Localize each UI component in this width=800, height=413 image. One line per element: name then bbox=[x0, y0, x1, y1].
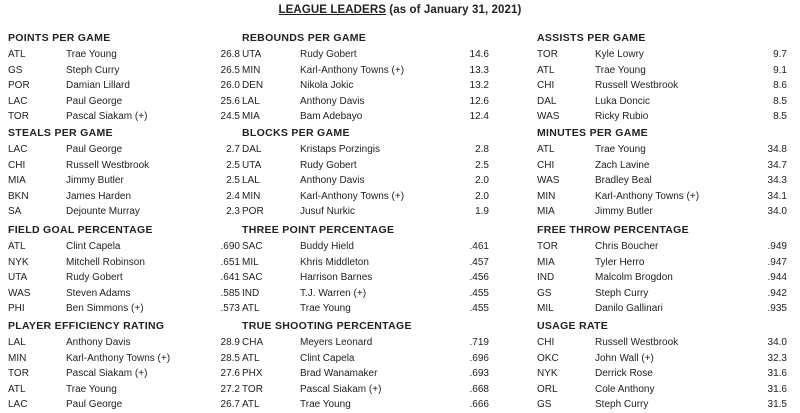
player-name: Mitchell Robinson bbox=[66, 256, 145, 268]
stat-value: .461 bbox=[469, 241, 489, 252]
stat-value: 31.6 bbox=[767, 368, 787, 379]
team-abbr: DAL bbox=[537, 95, 557, 107]
stat-value: 31.5 bbox=[767, 399, 787, 410]
player-name: Jusuf Nurkic bbox=[300, 206, 356, 217]
leader-row bbox=[8, 94, 258, 110]
team-abbr: MIL bbox=[242, 256, 259, 268]
stat-value: 27.6 bbox=[220, 368, 240, 379]
stat-value: 34.8 bbox=[767, 144, 787, 155]
stat-value: 12.4 bbox=[469, 111, 489, 122]
team-abbr: POR bbox=[8, 80, 30, 91]
stat-value: .944 bbox=[767, 272, 787, 283]
leader-row bbox=[242, 109, 492, 125]
player-name: James Harden bbox=[66, 190, 132, 202]
team-abbr: ATL bbox=[242, 303, 260, 314]
player-name: Trae Young bbox=[300, 303, 351, 314]
leader-row bbox=[537, 189, 787, 205]
stat-value: 2.7 bbox=[226, 144, 240, 155]
leader-row bbox=[242, 78, 492, 94]
player-name: Bam Adebayo bbox=[300, 111, 363, 122]
leader-row bbox=[242, 239, 492, 255]
leader-row bbox=[537, 270, 787, 286]
team-abbr: ATL bbox=[8, 241, 26, 252]
category-title: TRUE SHOOTING PERCENTAGE bbox=[242, 320, 412, 332]
leader-category bbox=[537, 318, 787, 413]
player-name: Chris Boucher bbox=[595, 241, 659, 252]
leader-category bbox=[8, 125, 261, 220]
leader-category bbox=[242, 30, 492, 125]
stat-value: 1.9 bbox=[475, 206, 489, 217]
leader-category bbox=[242, 318, 492, 413]
stat-value: 25.6 bbox=[220, 95, 240, 107]
stat-value: 9.1 bbox=[773, 64, 787, 76]
leader-row bbox=[8, 382, 258, 398]
category-title: BLOCKS PER GAME bbox=[242, 127, 350, 139]
leader-row bbox=[8, 47, 258, 63]
player-name: Rudy Gobert bbox=[300, 159, 357, 171]
category-title: PLAYER EFFICIENCY RATING bbox=[8, 320, 165, 332]
leader-category bbox=[537, 30, 787, 125]
stat-value: 13.2 bbox=[469, 80, 489, 91]
player-name: Trae Young bbox=[66, 49, 117, 60]
leader-row bbox=[537, 204, 787, 220]
stat-value: 13.3 bbox=[469, 64, 489, 76]
stat-value: .651 bbox=[220, 256, 240, 268]
player-name: Clint Capela bbox=[66, 241, 121, 252]
stat-value: .719 bbox=[469, 337, 489, 348]
stat-value: .641 bbox=[220, 272, 240, 283]
leader-row bbox=[242, 63, 492, 79]
stat-value: 28.9 bbox=[220, 337, 240, 348]
player-name: Trae Young bbox=[66, 383, 117, 395]
category-title: POINTS PER GAME bbox=[8, 32, 111, 44]
leader-row bbox=[8, 109, 258, 125]
stat-value: 32.3 bbox=[767, 352, 787, 364]
leader-row bbox=[8, 286, 258, 302]
team-abbr: CHA bbox=[242, 337, 264, 348]
stat-value: .935 bbox=[767, 303, 787, 314]
team-abbr: LAC bbox=[8, 95, 28, 107]
player-name: Paul George bbox=[66, 144, 123, 155]
team-abbr: GS bbox=[537, 287, 552, 299]
stat-value: 14.6 bbox=[469, 49, 489, 60]
leader-row bbox=[242, 301, 492, 317]
player-name: Karl-Anthony Towns (+) bbox=[66, 352, 171, 364]
team-abbr: CHI bbox=[537, 337, 555, 348]
stat-value: 2.5 bbox=[226, 175, 240, 186]
team-abbr: MIN bbox=[8, 352, 27, 364]
player-name: Trae Young bbox=[300, 399, 351, 410]
player-name: Derrick Rose bbox=[595, 368, 653, 379]
leader-row bbox=[537, 382, 787, 398]
stat-value: 2.4 bbox=[226, 190, 240, 202]
team-abbr: MIA bbox=[8, 175, 26, 186]
stat-value: 8.5 bbox=[773, 111, 787, 122]
leader-row bbox=[8, 351, 258, 367]
stat-value: 27.2 bbox=[220, 383, 240, 395]
player-name: Damian Lillard bbox=[66, 80, 130, 91]
leader-row bbox=[242, 204, 492, 220]
team-abbr: ORL bbox=[537, 383, 558, 395]
stat-value: 24.5 bbox=[220, 111, 240, 122]
player-name: Russell Westbrook bbox=[66, 159, 150, 171]
leader-row bbox=[537, 158, 787, 174]
stat-value: 2.5 bbox=[226, 159, 240, 171]
team-abbr: SAC bbox=[242, 241, 263, 252]
leader-row bbox=[537, 173, 787, 189]
player-name: Clint Capela bbox=[300, 352, 355, 364]
team-abbr: SA bbox=[8, 206, 22, 217]
leader-row bbox=[8, 204, 258, 220]
player-name: Anthony Davis bbox=[300, 95, 365, 107]
player-name: Ben Simmons (+) bbox=[66, 303, 144, 314]
stat-value: .693 bbox=[469, 368, 489, 379]
leader-row bbox=[537, 109, 787, 125]
stat-value: .455 bbox=[469, 303, 489, 314]
team-abbr: UTA bbox=[242, 49, 262, 60]
player-name: Nikola Jokic bbox=[300, 80, 354, 91]
stat-value: 2.5 bbox=[475, 159, 489, 171]
team-abbr: GS bbox=[537, 399, 552, 410]
team-abbr: ATL bbox=[537, 144, 555, 155]
team-abbr: MIA bbox=[537, 256, 555, 268]
team-abbr: POR bbox=[242, 206, 264, 217]
stat-value: .668 bbox=[469, 383, 489, 395]
stat-value: 8.5 bbox=[773, 95, 787, 107]
category-title: FIELD GOAL PERCENTAGE bbox=[8, 224, 153, 236]
leader-row bbox=[537, 397, 787, 413]
stat-value: 26.0 bbox=[220, 80, 240, 91]
stat-value: .666 bbox=[469, 399, 489, 410]
team-abbr: TOR bbox=[8, 111, 29, 122]
leader-row bbox=[242, 382, 492, 398]
team-abbr: ATL bbox=[242, 352, 260, 364]
team-abbr: GS bbox=[8, 64, 23, 76]
player-name: Karl-Anthony Towns (+) bbox=[595, 190, 700, 202]
category-title: USAGE RATE bbox=[537, 320, 609, 332]
player-name: Pascal Siakam (+) bbox=[66, 368, 148, 379]
player-name: Zach Lavine bbox=[595, 159, 650, 171]
team-abbr: MIA bbox=[537, 206, 555, 217]
player-name: Dejounte Murray bbox=[66, 206, 140, 217]
leader-row bbox=[242, 189, 492, 205]
page-title bbox=[0, 4, 800, 16]
leader-row bbox=[537, 63, 787, 79]
stat-value: 34.0 bbox=[767, 337, 787, 348]
leader-row bbox=[8, 239, 258, 255]
player-name: Rudy Gobert bbox=[66, 272, 123, 283]
player-name: Paul George bbox=[66, 399, 123, 410]
stat-value: .457 bbox=[469, 256, 489, 268]
team-abbr: ATL bbox=[537, 64, 555, 76]
leader-category bbox=[8, 222, 258, 317]
stat-value: .696 bbox=[469, 352, 489, 364]
player-name: Trae Young bbox=[595, 144, 646, 155]
leader-category bbox=[8, 318, 258, 413]
player-name: Tyler Herro bbox=[595, 256, 645, 268]
player-name: Danilo Gallinari bbox=[595, 303, 663, 314]
team-abbr: MIN bbox=[537, 190, 556, 202]
player-name: Karl-Anthony Towns (+) bbox=[300, 190, 405, 202]
stat-value: 12.6 bbox=[469, 95, 489, 107]
stat-value: .690 bbox=[220, 241, 240, 252]
player-name: Bradley Beal bbox=[595, 175, 652, 186]
leader-row bbox=[242, 94, 492, 110]
player-name: Meyers Leonard bbox=[300, 337, 373, 348]
leader-row bbox=[537, 366, 787, 382]
stat-value: 34.7 bbox=[767, 159, 787, 171]
team-abbr: LAL bbox=[242, 95, 260, 107]
team-abbr: CHI bbox=[537, 159, 555, 171]
player-name: Pascal Siakam (+) bbox=[66, 111, 148, 122]
team-abbr: LAC bbox=[8, 399, 28, 410]
player-name: Malcolm Brogdon bbox=[595, 272, 673, 283]
team-abbr: PHI bbox=[8, 303, 25, 314]
stat-value: 34.3 bbox=[767, 175, 787, 186]
player-name: Steph Curry bbox=[66, 64, 120, 76]
player-name: T.J. Warren (+) bbox=[300, 287, 367, 299]
player-name: Russell Westbrook bbox=[595, 337, 679, 348]
team-abbr: MIN bbox=[242, 190, 261, 202]
player-name: Harrison Barnes bbox=[300, 272, 373, 283]
team-abbr: MIA bbox=[242, 111, 260, 122]
team-abbr: IND bbox=[537, 272, 555, 283]
leader-category bbox=[537, 222, 787, 317]
team-abbr: WAS bbox=[537, 111, 560, 122]
team-abbr: ATL bbox=[8, 383, 26, 395]
stat-value: .942 bbox=[767, 287, 787, 299]
stat-value: .573 bbox=[220, 303, 240, 314]
player-name: Jimmy Butler bbox=[66, 175, 124, 186]
team-abbr: MIN bbox=[242, 64, 261, 76]
team-abbr: CHI bbox=[8, 159, 26, 171]
leader-row bbox=[242, 173, 492, 189]
leader-category bbox=[537, 125, 787, 220]
leader-row bbox=[537, 47, 787, 63]
stat-value: 2.3 bbox=[226, 206, 240, 217]
leader-row bbox=[537, 94, 787, 110]
player-name: Anthony Davis bbox=[66, 337, 131, 348]
player-name: Kristaps Porzingis bbox=[300, 144, 381, 155]
leader-row bbox=[8, 63, 261, 79]
leader-category bbox=[242, 222, 492, 317]
team-abbr: TOR bbox=[537, 49, 558, 60]
leader-row bbox=[8, 335, 258, 351]
leader-row bbox=[537, 335, 787, 351]
team-abbr: LAC bbox=[8, 144, 28, 155]
stat-value: 31.6 bbox=[767, 383, 787, 395]
stat-value: 2.8 bbox=[475, 144, 489, 155]
leader-row bbox=[242, 351, 492, 367]
stat-value: 26.8 bbox=[220, 49, 240, 60]
player-name: John Wall (+) bbox=[595, 352, 654, 364]
leader-row bbox=[242, 270, 492, 286]
player-name: Steph Curry bbox=[595, 399, 649, 410]
leader-row bbox=[8, 173, 258, 189]
team-abbr: WAS bbox=[8, 287, 31, 299]
team-abbr: ATL bbox=[242, 399, 260, 410]
team-abbr: BKN bbox=[8, 190, 29, 202]
leader-row bbox=[537, 301, 787, 317]
team-abbr: OKC bbox=[537, 352, 559, 364]
category-title: REBOUNDS PER GAME bbox=[242, 32, 367, 44]
team-abbr: LAL bbox=[242, 175, 260, 186]
stat-value: .949 bbox=[767, 241, 787, 252]
leader-row bbox=[537, 239, 787, 255]
leader-row bbox=[537, 286, 787, 302]
player-name: Trae Young bbox=[595, 64, 646, 76]
player-name: Rudy Gobert bbox=[300, 49, 357, 60]
team-abbr: WAS bbox=[537, 175, 560, 186]
player-name: Karl-Anthony Towns (+) bbox=[300, 64, 405, 76]
leader-row bbox=[8, 301, 258, 317]
stat-value: .455 bbox=[469, 287, 489, 299]
stat-value: 26.7 bbox=[220, 399, 240, 410]
leader-row bbox=[242, 286, 492, 302]
leader-category bbox=[242, 125, 492, 220]
team-abbr: UTA bbox=[242, 159, 262, 171]
leader-row bbox=[537, 78, 787, 94]
stat-value: .585 bbox=[220, 287, 240, 299]
leader-row bbox=[8, 255, 258, 271]
player-name: Jimmy Butler bbox=[595, 206, 653, 217]
leader-row bbox=[242, 335, 492, 351]
title-main: LEAGUE LEADERS bbox=[278, 4, 386, 16]
team-abbr: CHI bbox=[537, 80, 555, 91]
team-abbr: UTA bbox=[8, 272, 28, 283]
stat-value: 34.1 bbox=[767, 190, 787, 202]
category-title: STEALS PER GAME bbox=[8, 127, 113, 139]
team-abbr: TOR bbox=[8, 368, 29, 379]
leader-row bbox=[537, 255, 787, 271]
stat-value: 34.0 bbox=[767, 206, 787, 217]
leader-row bbox=[8, 366, 258, 382]
leader-row bbox=[242, 397, 492, 413]
leader-row bbox=[8, 397, 258, 413]
stat-value: 2.0 bbox=[475, 190, 489, 202]
team-abbr: NYK bbox=[537, 368, 558, 379]
player-name: Pascal Siakam (+) bbox=[300, 383, 382, 395]
leader-row bbox=[242, 142, 492, 158]
team-abbr: TOR bbox=[537, 241, 558, 252]
leader-row bbox=[537, 351, 787, 367]
player-name: Russell Westbrook bbox=[595, 80, 679, 91]
player-name: Steven Adams bbox=[66, 287, 131, 299]
leader-category bbox=[8, 30, 261, 125]
player-name: Cole Anthony bbox=[595, 383, 655, 395]
stat-value: 2.0 bbox=[475, 175, 489, 186]
stat-value: .456 bbox=[469, 272, 489, 283]
stat-value: 26.5 bbox=[220, 64, 240, 76]
leader-row bbox=[8, 142, 258, 158]
leader-row bbox=[537, 142, 787, 158]
team-abbr: PHX bbox=[242, 368, 263, 379]
team-abbr: NYK bbox=[8, 256, 29, 268]
stat-value: 28.5 bbox=[220, 352, 240, 364]
category-title: FREE THROW PERCENTAGE bbox=[537, 224, 689, 236]
leader-row bbox=[8, 158, 258, 174]
player-name: Khris Middleton bbox=[300, 256, 369, 268]
team-abbr: MIL bbox=[537, 303, 554, 314]
player-name: Brad Wanamaker bbox=[300, 368, 378, 379]
player-name: Steph Curry bbox=[595, 287, 649, 299]
stat-value: .947 bbox=[767, 256, 787, 268]
team-abbr: LAL bbox=[8, 337, 26, 348]
leader-row bbox=[242, 47, 492, 63]
leader-row bbox=[242, 366, 492, 382]
stat-value: 8.6 bbox=[773, 80, 787, 91]
leader-row bbox=[242, 255, 492, 271]
stat-value: 9.7 bbox=[773, 49, 787, 60]
player-name: Paul George bbox=[66, 95, 123, 107]
team-abbr: IND bbox=[242, 287, 260, 299]
leader-row bbox=[8, 78, 258, 94]
player-name: Kyle Lowry bbox=[595, 49, 644, 60]
team-abbr: TOR bbox=[242, 383, 263, 395]
team-abbr: DEN bbox=[242, 80, 264, 91]
category-title: ASSISTS PER GAME bbox=[537, 32, 646, 44]
team-abbr: DAL bbox=[242, 144, 262, 155]
title-date: (as of January 31, 2021) bbox=[386, 4, 522, 16]
leader-row bbox=[242, 158, 492, 174]
player-name: Ricky Rubio bbox=[595, 111, 649, 122]
leader-row bbox=[8, 270, 258, 286]
category-title: MINUTES PER GAME bbox=[537, 127, 648, 139]
team-abbr: ATL bbox=[8, 49, 26, 60]
category-title: THREE POINT PERCENTAGE bbox=[242, 224, 395, 236]
player-name: Anthony Davis bbox=[300, 175, 365, 186]
player-name: Buddy Hield bbox=[300, 241, 354, 252]
player-name: Luka Doncic bbox=[595, 95, 651, 107]
leader-row bbox=[8, 189, 261, 205]
team-abbr: SAC bbox=[242, 272, 263, 283]
